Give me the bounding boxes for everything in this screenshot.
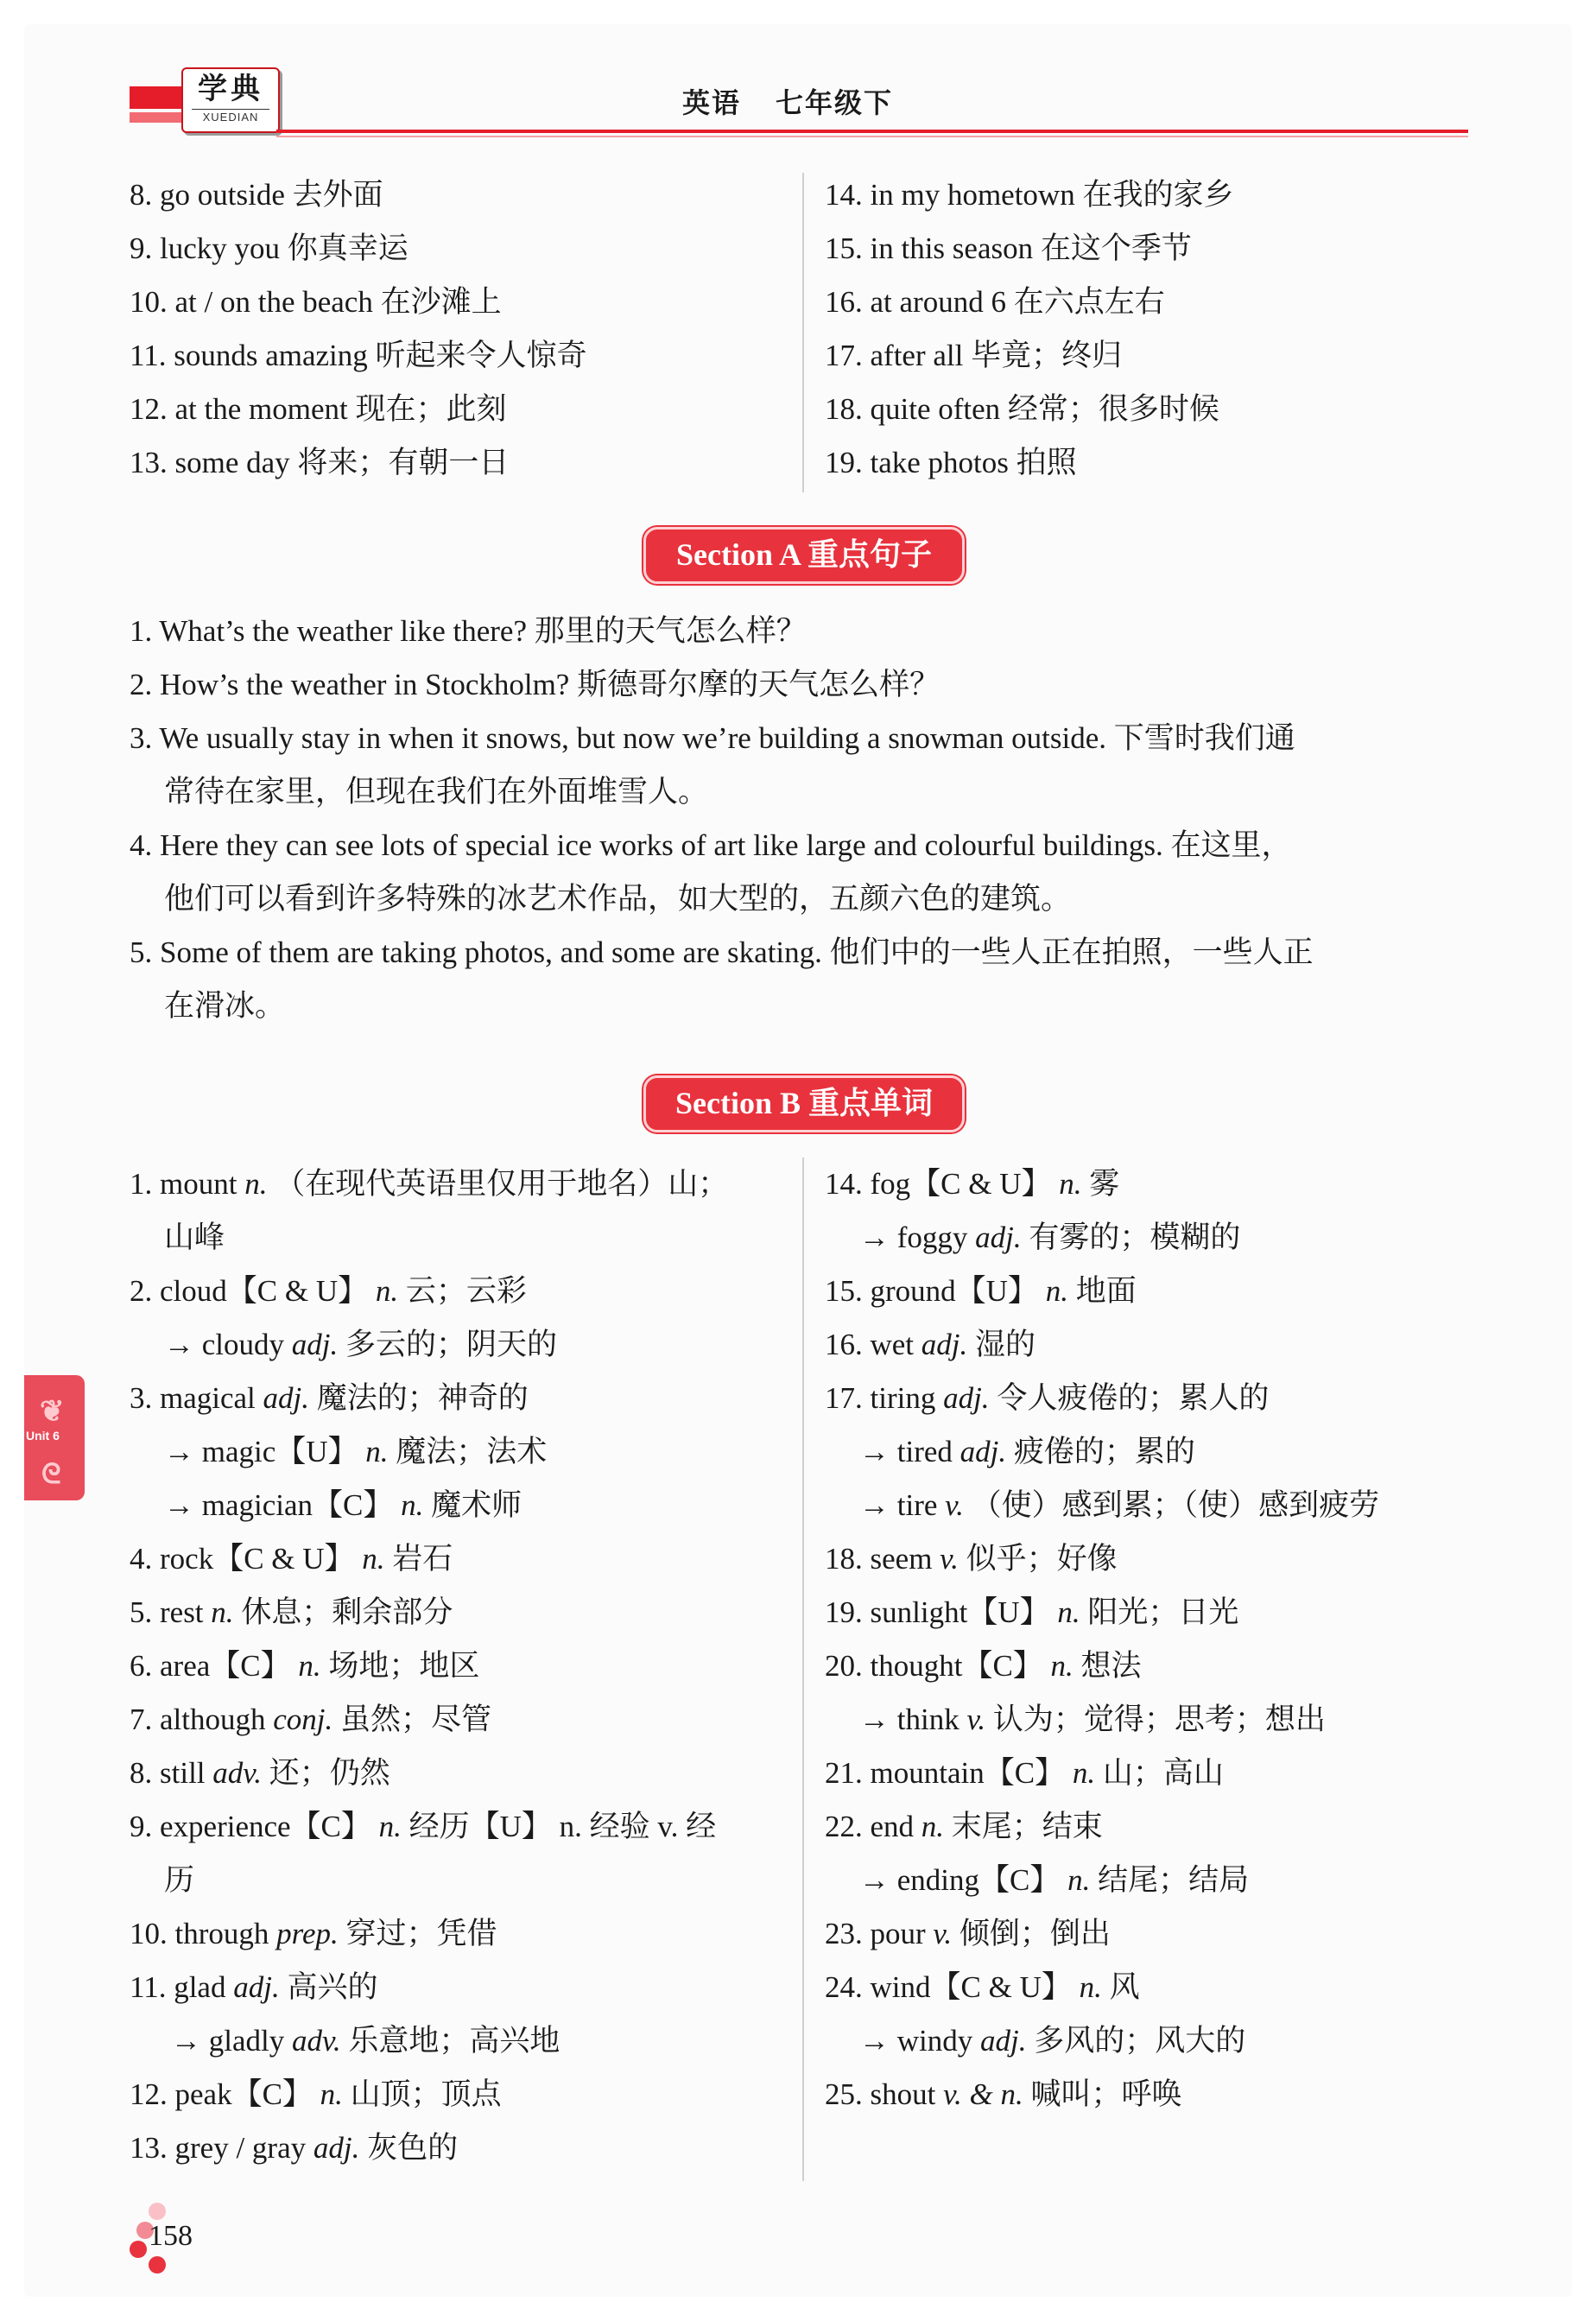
part-of-speech: adv. [212,1756,262,1790]
decor-dot [130,2241,147,2258]
vocab-list-left [130,1157,795,2175]
section-a-title: Section A 重点句子 [643,527,965,584]
vocab-word: → windy [859,2024,973,2058]
column-divider-top [802,173,804,492]
part-of-speech: adj. [980,2024,1027,2058]
wing-icon: ❦ [40,1395,65,1428]
vocab-meaning: （在现代英语里仅用于地名）山； [275,1167,729,1201]
sentence-text: We usually stay in when it snows, but now we’re building a snowman outside. 下雪时我们通 [159,721,1295,755]
phrase-item [825,329,1490,383]
header-subject: 英语 [682,87,742,118]
vocab-word: 山峰 [164,1221,225,1254]
phrase-chinese: 在六点左右 [1013,285,1165,319]
vocab-word: 25. shout [825,2077,936,2111]
sentence-text: Some of them are taking photos, and some are skating. 他们中的一些人正在拍照，一些人正 [160,935,1314,969]
part-of-speech: adj. [291,1328,339,1361]
phrase-english: at the moment [174,392,348,426]
phrase-number: 10. [130,285,168,319]
sentence-continuation: 常待在家里，但现在我们在外面堆雪人。 [164,775,709,809]
vocab-word: 22. end [825,1810,915,1843]
phrase-item [130,168,795,222]
phrase-english: some day [174,446,290,479]
phrase-english: quite often [870,392,1001,426]
phrase-item [825,276,1490,329]
phrase-number: 16. [825,285,863,319]
vocab-word: 19. sunlight【U】 [825,1595,1050,1629]
vocab-item [825,1800,1490,1854]
vocab-word: 13. grey / gray [130,2131,307,2165]
phrase-chinese: 经常；很多时候 [1007,392,1219,426]
vocab-meaning: 魔法的；神奇的 [316,1381,529,1415]
vocab-meaning: 还；仍然 [269,1756,390,1790]
part-of-speech: n. [244,1167,268,1201]
vocab-item [130,1800,795,1854]
phrase-number: 13. [130,446,168,479]
vocab-meaning: 休息；剩余部分 [241,1595,453,1629]
vocab-meaning: 岩石 [392,1542,453,1576]
vocab-item [130,1479,795,1532]
vocab-item [130,2121,795,2175]
vocab-item [825,1854,1490,1907]
vocab-word: 6. area【C】 [130,1649,291,1683]
vocab-item [825,1532,1490,1586]
phrase-english: at / on the beach [174,285,373,319]
header-rule-light [276,136,1468,137]
phrase-english: in my hometown [870,178,1075,212]
part-of-speech: v. [945,1488,964,1522]
logo-cn: 学典 [198,73,263,105]
part-of-speech: n. [375,1274,399,1308]
vocab-meaning: （使）感到累；（使）感到疲劳 [971,1488,1380,1522]
sentence-item [130,712,1477,819]
vocab-meaning: 结尾；结局 [1098,1863,1250,1897]
part-of-speech: n. [1067,1863,1091,1897]
sentence-item [130,605,1477,658]
phrase-list-left [130,168,795,490]
vocab-meaning: 倾倒；倒出 [959,1917,1111,1950]
phrase-chinese: 听起来令人惊奇 [375,339,587,372]
section-a-sentences [130,605,1477,1033]
phrase-english: lucky you [160,231,281,265]
part-of-speech: n. [921,1810,945,1843]
vocab-meaning: 似乎；好像 [966,1542,1118,1576]
phrase-chinese: 在我的家乡 [1082,178,1234,212]
phrase-english: in this season [870,231,1034,265]
vocab-meaning: 有雾的；模糊的 [1029,1221,1241,1254]
vocab-meaning: 高兴的 [287,1970,378,2004]
vocab-meaning: 雾 [1089,1167,1120,1201]
column-divider-bottom [802,1157,804,2181]
phrase-number: 11. [130,339,167,372]
vocab-meaning: 地面 [1075,1274,1137,1308]
logo-en: XUEDIAN [192,109,269,125]
vocab-word: 17. tiring [825,1381,936,1415]
phrase-number: 9. [130,231,153,265]
part-of-speech: n. [378,1810,402,1843]
part-of-speech: adj. [921,1328,968,1361]
vocab-word: 24. wind【C & U】 [825,1970,1072,2004]
phrase-number: 12. [130,392,168,426]
phrase-list-right [825,168,1490,490]
vocab-word: 8. still [130,1756,206,1790]
sentence-number: 5. [130,935,153,969]
vocab-meaning: 湿的 [975,1328,1036,1361]
vocab-item [825,1961,1490,2014]
vocab-item [825,1425,1490,1479]
part-of-speech: adv. [291,2024,341,2058]
part-of-speech: n. [1079,1970,1102,2004]
vocab-item [825,1265,1490,1318]
vocab-item [130,2068,795,2121]
vocab-meaning: 令人疲倦的；累人的 [997,1381,1270,1415]
vocab-word: 12. peak【C】 [130,2077,313,2111]
vocab-word: → tired [859,1435,953,1468]
vocab-meaning: 灰色的 [367,2131,459,2165]
sentence-number: 1. [130,614,153,648]
phrase-english: sounds amazing [174,339,368,372]
sentence-continuation: 他们可以看到许多特殊的冰艺术作品，如大型的，五颜六色的建筑。 [164,882,1072,916]
part-of-speech: adj. [975,1221,1022,1254]
phrase-item [130,222,795,276]
phrase-item [130,383,795,436]
phrase-item [825,383,1490,436]
swirl-icon: ᘓ [41,1458,61,1489]
vocab-item [130,1532,795,1586]
page-number: 158 [149,2220,193,2252]
sentence-item [130,658,1477,712]
header-pink-block [130,112,183,123]
vocab-word: 11. glad [130,1970,226,2004]
part-of-speech: n. [362,1542,385,1576]
vocab-meaning: 多云的；阴天的 [345,1328,558,1361]
vocab-word: 18. seem [825,1542,933,1576]
part-of-speech: n. [1057,1595,1080,1629]
vocab-item [130,1586,795,1639]
vocab-word: 21. mountain【C】 [825,1756,1066,1790]
vocab-item [825,1907,1490,1961]
part-of-speech: v. [940,1542,959,1576]
xuedian-logo [181,67,280,133]
part-of-speech: adj. [960,1435,1007,1468]
vocab-word: → foggy [859,1221,968,1254]
part-of-speech: adj. [943,1381,990,1415]
phrase-number: 8. [130,178,153,212]
sentence-number: 4. [130,828,153,862]
vocab-item [825,1479,1490,1532]
part-of-speech: n. [298,1649,321,1683]
vocab-meaning: 想法 [1080,1649,1142,1683]
vocab-meaning: 云；云彩 [405,1274,527,1308]
vocab-word: 16. wet [825,1328,915,1361]
vocab-item [130,1854,795,1907]
part-of-speech: n. [365,1435,389,1468]
vocab-item [825,1586,1490,1639]
vocab-word: → magic【U】 [164,1435,358,1468]
sentence-text: How’s the weather in Stockholm? 斯德哥尔摩的天气怎么样？ [160,668,940,701]
vocab-item [825,1693,1490,1747]
vocab-word: 15. ground【U】 [825,1274,1038,1308]
phrase-english: take photos [870,446,1009,479]
header-grade: 七年级下 [776,87,894,118]
phrase-chinese: 将来；有朝一日 [297,446,510,479]
phrase-item [130,436,795,490]
sentence-text: Here they can see lots of special ice works of art like large and colourful buildings. 在这里， [160,828,1292,862]
unit-label: Unit 6 [26,1429,60,1443]
phrase-number: 18. [825,392,863,426]
vocab-word: 2. cloud【C & U】 [130,1274,369,1308]
decor-dot [149,2203,166,2220]
vocab-meaning: 末尾；结束 [951,1810,1103,1843]
vocab-meaning: 疲倦的；累的 [1013,1435,1195,1468]
phrase-chinese: 拍照 [1016,446,1077,479]
vocab-meaning: 乐意地；高兴地 [348,2024,560,2058]
vocab-meaning: 喊叫；呼唤 [1030,2077,1182,2111]
vocab-word: 20. thought【C】 [825,1649,1043,1683]
vocab-word: 23. pour [825,1917,926,1950]
part-of-speech: n. [1059,1167,1082,1201]
phrase-number: 15. [825,231,863,265]
vocab-word: 3. magical [130,1381,256,1415]
vocab-item [825,1211,1490,1265]
vocab-word: 历 [164,1863,195,1897]
vocab-item [130,1157,795,1211]
phrase-item [130,329,795,383]
vocab-meaning: 场地；地区 [328,1649,480,1683]
vocab-word: 7. although [130,1703,266,1736]
vocab-item [130,1265,795,1318]
vocab-word: 1. mount [130,1167,238,1201]
header-rule [276,130,1468,133]
vocab-word: → cloudy [164,1328,285,1361]
part-of-speech: n. [211,1595,234,1629]
part-of-speech: n. [1045,1274,1068,1308]
part-of-speech: adj. [313,2131,360,2165]
vocab-meaning: 魔法；法术 [396,1435,548,1468]
phrase-chinese: 你真幸运 [287,231,408,265]
phrase-item [825,168,1490,222]
sentence-item [130,819,1477,926]
part-of-speech: n. [1050,1649,1074,1683]
sentence-item [130,926,1477,1033]
part-of-speech: n. [1072,1756,1096,1790]
vocab-item [825,1157,1490,1211]
sentence-number: 2. [130,668,153,701]
sentence-number: 3. [130,721,153,755]
vocab-word: → tire [859,1488,938,1522]
vocab-meaning: 认为；觉得；思考；想出 [992,1703,1326,1736]
vocab-item [130,1747,795,1800]
phrase-item [130,276,795,329]
phrase-chinese: 去外面 [292,178,383,212]
vocab-list-right [825,1157,1490,2121]
vocab-word: 5. rest [130,1595,204,1629]
vocab-meaning: 多风的；风大的 [1034,2024,1246,2058]
vocab-meaning: 山；高山 [1102,1756,1224,1790]
vocab-word: → gladly [171,2024,285,2058]
phrase-chinese: 毕竟；终归 [971,339,1123,372]
section-b-title: Section B 重点单词 [643,1075,965,1132]
vocab-item [130,1639,795,1693]
part-of-speech: adj. [263,1381,310,1415]
vocab-meaning: 山顶；顶点 [350,2077,502,2111]
vocab-item [130,1425,795,1479]
unit-side-tab [24,1375,85,1500]
phrase-chinese: 在这个季节 [1040,231,1192,265]
header-title [682,81,893,121]
header-red-block [130,86,183,109]
vocab-item [130,2014,795,2068]
vocab-item [825,1372,1490,1425]
phrase-english: after all [870,339,964,372]
vocab-word: 4. rock【C & U】 [130,1542,355,1576]
vocab-item [825,1747,1490,1800]
part-of-speech: adj. [233,1970,280,2004]
phrase-item [825,222,1490,276]
vocab-meaning: 虽然；尽管 [340,1703,492,1736]
vocab-item [130,1211,795,1265]
part-of-speech: n. [320,2077,343,2111]
vocab-item [825,1318,1490,1372]
phrase-item [825,436,1490,490]
phrase-number: 17. [825,339,863,372]
vocab-word: → think [859,1703,960,1736]
part-of-speech: v. [966,1703,986,1736]
vocab-meaning: 魔术师 [431,1488,522,1522]
phrase-chinese: 在沙滩上 [380,285,502,319]
vocab-item [825,2014,1490,2068]
decor-dot [149,2256,166,2273]
part-of-speech: v. [933,1917,953,1950]
vocab-item [130,1961,795,2014]
phrase-number: 19. [825,446,863,479]
vocab-word: 14. fog【C & U】 [825,1167,1052,1201]
vocab-item [825,1639,1490,1693]
vocab-meaning: 风 [1109,1970,1140,2004]
phrase-english: go outside [160,178,285,212]
sentence-text: What’s the weather like there? 那里的天气怎么样？ [159,614,807,648]
vocab-item [130,1907,795,1961]
part-of-speech: v. & n. [943,2077,1023,2111]
vocab-item [825,2068,1490,2121]
vocab-meaning: 穿过；凭借 [345,1917,497,1950]
part-of-speech: conj. [273,1703,333,1736]
vocab-word: → ending【C】 [859,1863,1061,1897]
vocab-meaning: 阳光；日光 [1087,1595,1239,1629]
vocab-item [130,1318,795,1372]
phrase-number: 14. [825,178,863,212]
vocab-word: 10. through [130,1917,269,1950]
vocab-word: → magician【C】 [164,1488,394,1522]
part-of-speech: prep. [276,1917,339,1950]
sentence-continuation: 在滑冰。 [164,989,286,1023]
vocab-item [130,1693,795,1747]
vocab-word: 9. experience【C】 [130,1810,371,1843]
phrase-english: at around 6 [870,285,1006,319]
part-of-speech: n. [401,1488,424,1522]
vocab-meaning: 经历【U】 n. 经验 v. 经 [408,1810,717,1843]
phrase-chinese: 现在；此刻 [355,392,507,426]
page-header [130,67,1477,145]
vocab-item [130,1372,795,1425]
